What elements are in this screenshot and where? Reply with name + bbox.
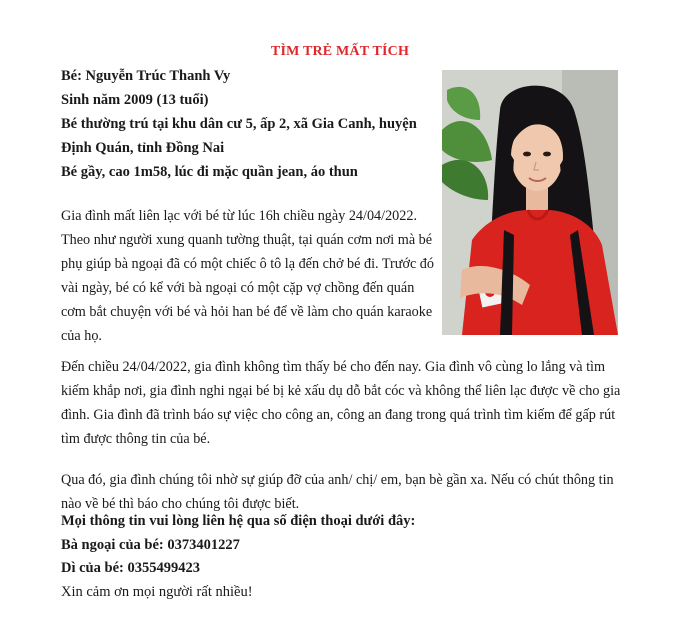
physical-description: Bé gầy, cao 1m58, lúc đi mặc quần jean, áo thun — [61, 164, 358, 180]
child-info-block — [61, 64, 431, 184]
contact-grandma-phone: Bà ngoại của bé: 0373401227 — [61, 536, 240, 553]
paragraph-search: Đến chiều 24/04/2022, gia đình không tìm thấy bé cho đến nay. Gia đình vô cùng lo lắng và tìm kiếm khắp nơi, gia đình nghi ngại bé bị kẻ xấu dụ dỗ bắt cóc và không thể liên lạc được về cho gia đình. Gia đình đã trình báo sự việc cho công an, công an đang trong quá trình tìm kiếm để gấp rút tìm được thông tin của bé. — [61, 359, 621, 447]
paragraph-disappearance: Gia đình mất liên lạc với bé từ lúc 16h chiều ngày 24/04/2022. Theo như người xung quanh tường thuật, tại quán cơm nơi mà bé phụ giúp bà ngoại đã có một chiếc ô tô lạ đến chở bé đi. Trước đó vài ngày, bé có kể với bà ngoại có một cặp vợ chồng đến quán cơm bắt chuyện với bé và hỏi han bé để về làm cho quán karaoke của họ. — [61, 208, 434, 344]
paragraph-request: Qua đó, gia đình chúng tôi nhờ sự giúp đỡ của anh/ chị/ em, bạn bè gần xa. Nếu có chút thông tin nào về bé thì báo cho chúng tôi được biết. — [61, 472, 614, 512]
contact-block — [61, 510, 621, 604]
missing-child-photo — [442, 70, 618, 335]
contact-aunt-phone: Dì của bé: 0355499423 — [61, 560, 200, 576]
address-line-2: Định Quán, tỉnh Đồng Nai — [61, 140, 225, 156]
child-name: Bé: Nguyễn Trúc Thanh Vy — [61, 68, 231, 84]
contact-heading: Mọi thông tin vui lòng liên hệ qua số điện thoại dưới đây: — [61, 513, 416, 529]
notice-title: TÌM TRẺ MẤT TÍCH — [270, 44, 410, 59]
address-line-1: Bé thường trú tại khu dân cư 5, ấp 2, xã Gia Canh, huyện — [61, 116, 417, 132]
birth-year: Sinh năm 2009 (13 tuổi) — [61, 92, 209, 108]
thanks-line: Xin cảm ơn mọi người rất nhiều! — [61, 583, 253, 600]
